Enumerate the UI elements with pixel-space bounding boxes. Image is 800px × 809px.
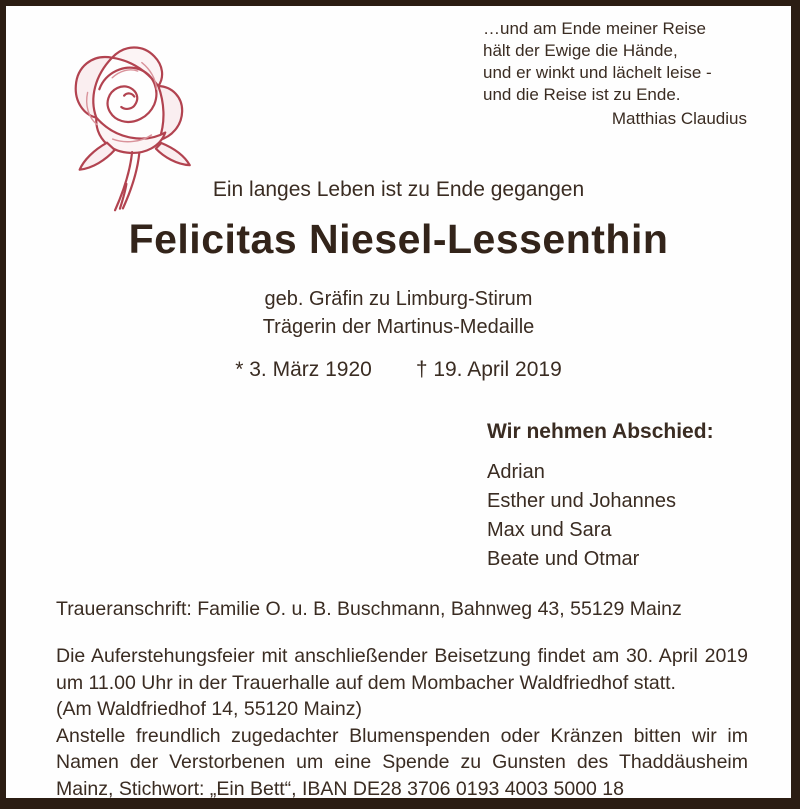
birth-name: geb. Gräfin zu Limburg-Stirum (264, 288, 533, 310)
honor-title: Trägerin der Martinus-Medaille (262, 316, 535, 338)
poem-line: …und am Ende meiner Reise (483, 19, 707, 38)
donation-request: Anstelle freundlich zugedachter Blumenspenden oder Kränzen bitten wir im Namen der Verstorbenen um eine Spende zu Gunsten des Thaddäusheim Mainz, Stichwort: „Ein Bett“, IBAN DE28 3706 0193 4003 5000 18 (56, 724, 748, 800)
poem-line: hält der Ewige die Hände, (483, 41, 678, 60)
service-info (56, 643, 748, 802)
mourning-address: Traueranschrift: Familie O. u. B. Buschmann, Bahnweg 43, 55129 Mainz (56, 598, 682, 620)
poem-block (483, 18, 749, 130)
mourner-name: Max und Sara (487, 519, 612, 541)
farewell-names (487, 458, 676, 574)
intro-line: Ein langes Leben ist zu Ende gegangen (212, 178, 585, 201)
poem-author: Matthias Claudius (611, 109, 747, 128)
deceased-name: Felicitas Niesel-Lessenthin (128, 216, 669, 262)
farewell-heading: Wir nehmen Abschied: (487, 420, 714, 443)
poem-line: und er winkt und lächelt leise - (483, 63, 712, 82)
birth-date: * 3. März 1920 (235, 358, 372, 381)
life-dates (6, 358, 791, 382)
service-location-note: (Am Waldfriedhof 14, 55120 Mainz) (56, 698, 363, 720)
service-announcement: Die Auferstehungsfeier mit anschließender Beisetzung findet am 30. April 2019 um 11.00 Uhr in der Trauerhalle auf dem Mombacher Waldfriedhof statt. (56, 645, 748, 694)
death-date: † 19. April 2019 (415, 358, 562, 381)
mourner-name: Beate und Otmar (487, 548, 640, 570)
mourner-name: Adrian (487, 461, 545, 483)
poem-line: und die Reise ist zu Ende. (483, 85, 681, 104)
mourner-name: Esther und Johannes (487, 490, 677, 512)
